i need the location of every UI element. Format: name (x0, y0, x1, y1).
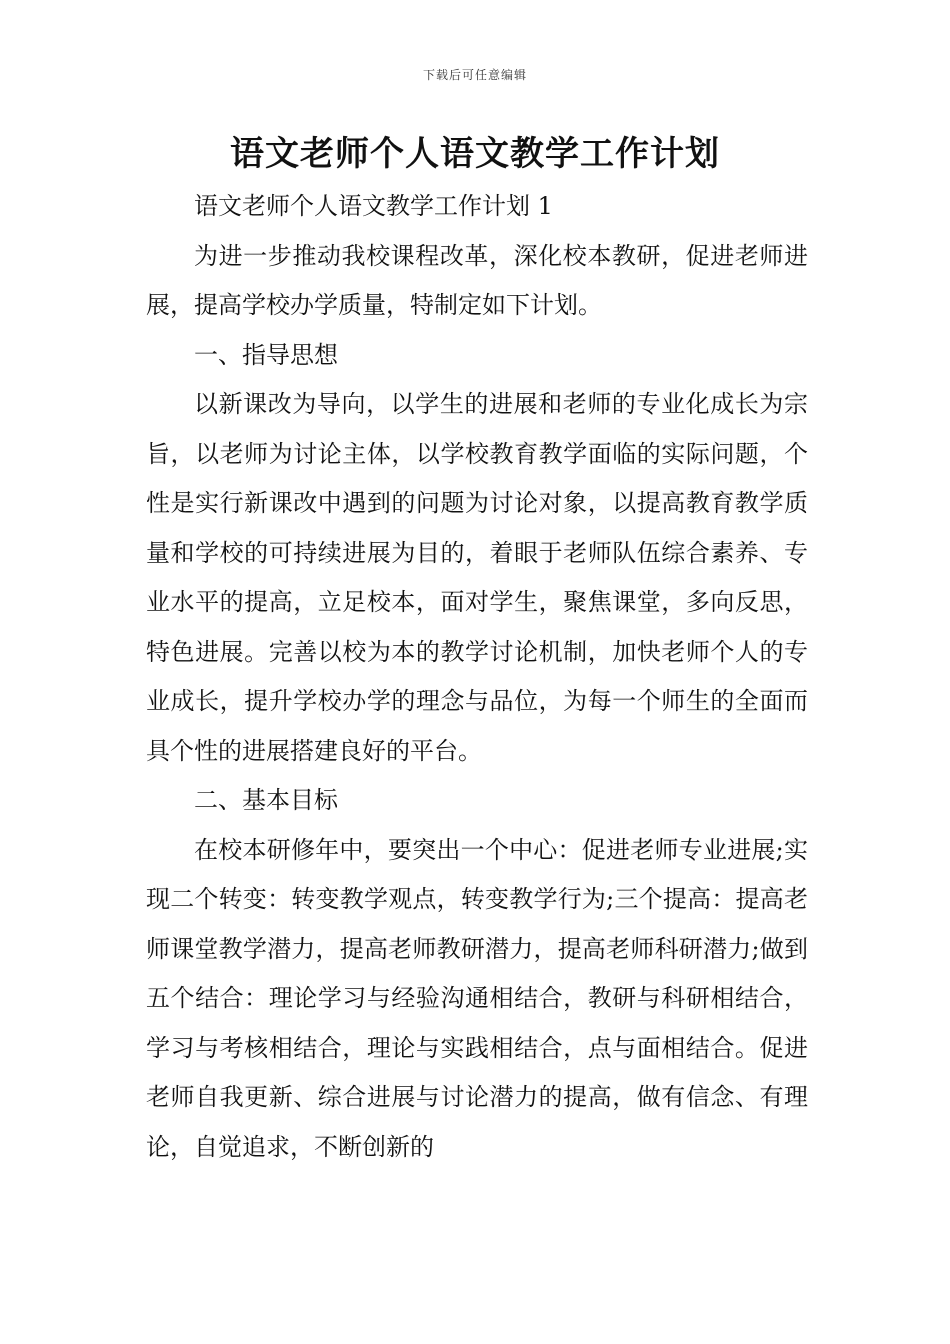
header-note: 下载后可任意编辑 (422, 68, 527, 82)
document-body (146, 182, 808, 1172)
guiding-thought-paragraph: 以新课改为导向，以学生的进展和老师的专业化成长为宗旨，以老师为讨论主体，以学校教育教学面临的实际问题，个性是实行新课改中遇到的问题为讨论对象，以提高教育教学质量和学校的可持续进展为目的，着眼于老师队伍综合素养、专业水平的提高，立足校本，面对学生，聚焦课堂，多向反思，特色进展。完善以校为本的教学讨论机制，加快老师个人的专业成长，提升学校办学的理念与品位，为每一个师生的全面而具个性的进展搭建良好的平台。 (146, 390, 808, 765)
heading-basic-goals: 二、基本目标 (194, 786, 338, 814)
intro-paragraph: 为进一步推动我校课程改革，深化校本教研，促进老师进展，提高学校办学质量，特制定如下计划。 (146, 241, 808, 319)
document-title: 语文老师个人语文教学工作计划 (230, 134, 720, 174)
section-subtitle: 语文老师个人语文教学工作计划 1 (194, 192, 553, 220)
basic-goals-paragraph: 在校本研修年中，要突出一个中心：促进老师专业进展;实现二个转变：转变教学观点，转变教学行为;三个提高：提高老师课堂教学潜力，提高老师教研潜力，提高老师科研潜力;做到五个结合：理论学习与经验沟通相结合，教研与科研相结合，学习与考核相结合，理论与实践相结合，点与面相结合。促进老师自我更新、综合进展与讨论潜力的提高，做有信念、有理论，自觉追求，不断创新的 (146, 835, 808, 1161)
heading-guiding-thought: 一、指导思想 (194, 340, 338, 369)
